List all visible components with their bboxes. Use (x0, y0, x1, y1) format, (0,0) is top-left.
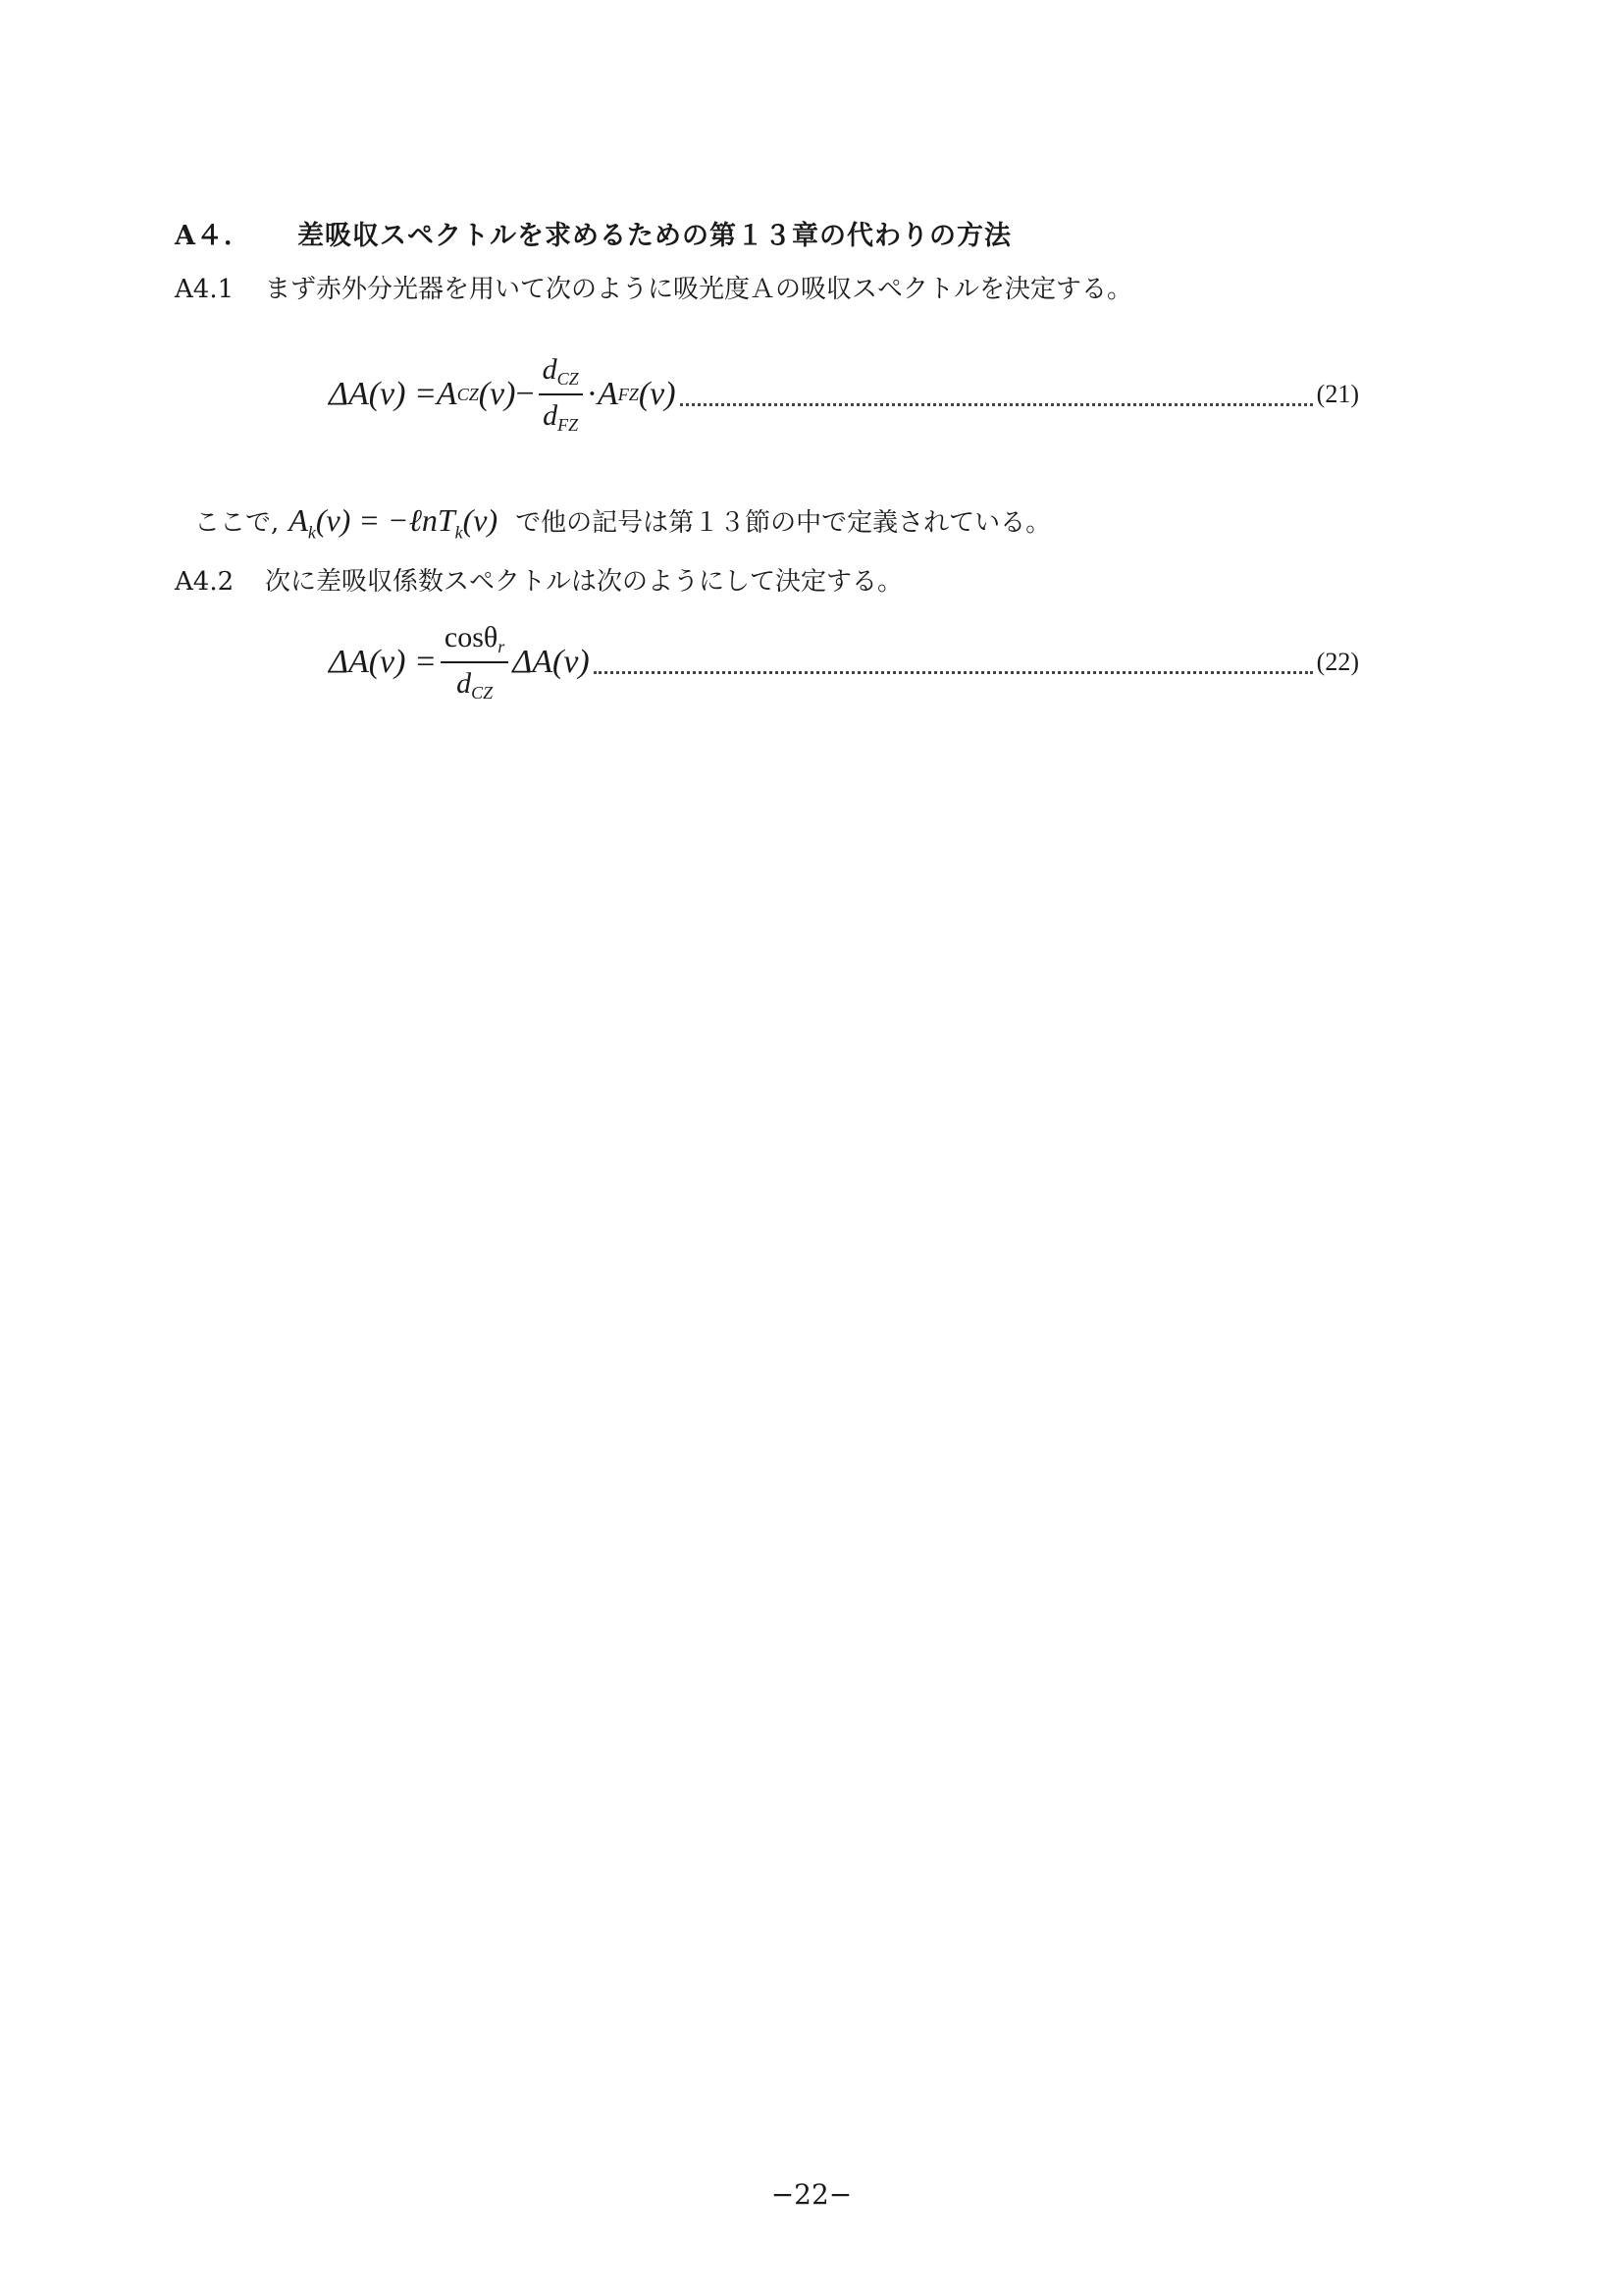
eq21-num-var: d (542, 353, 557, 386)
eq21-dot-leader (680, 403, 1313, 406)
paragraph-text: 次に差吸収係数スペクトルは次のようにして決定する。 (265, 567, 904, 597)
eq21-term2-arg: (v) (638, 376, 676, 412)
eq22-den-var: d (456, 667, 472, 700)
eq22-num: cosθ (444, 621, 498, 653)
eq21-term2-sub: FZ (617, 384, 639, 404)
eq21-den-var: d (543, 399, 558, 432)
section-title: 差吸収スペクトルを求めるための第１３章の代わりの方法 (297, 221, 1012, 251)
equation-21 (329, 345, 1359, 444)
def-math-sub2: k (454, 522, 463, 543)
section-number: A４． (175, 221, 251, 251)
def-math-a: A (288, 502, 308, 538)
paragraph-definition (194, 502, 1051, 543)
def-math-rest: (v) = −ℓnT (315, 502, 455, 538)
eq22-fraction-denominator (456, 663, 493, 702)
eq22-fraction-numerator (441, 623, 508, 663)
paragraph-number: A4.2 (175, 567, 235, 597)
eq21-term1-arg: (v) (478, 376, 516, 412)
paragraph-number: A4.1 (175, 275, 235, 304)
eq21-num-sub: CZ (556, 369, 579, 389)
eq21-fraction-numerator (539, 355, 583, 395)
equation-21-body (329, 355, 676, 434)
page-number: −22− (770, 2178, 853, 2211)
equation-22 (329, 613, 1359, 711)
eq21-term2: A (598, 376, 618, 412)
equation-number-22: (22) (1316, 648, 1359, 676)
eq21-minus: − (515, 376, 535, 412)
equation-number-21: (21) (1316, 380, 1359, 408)
def-math-sub: k (307, 522, 316, 543)
eq21-den-sub: FZ (557, 415, 579, 435)
paragraph-a4-2 (175, 561, 903, 598)
eq22-den-sub: CZ (471, 683, 494, 703)
definition-math (288, 502, 498, 543)
eq21-term1-sub: CZ (456, 384, 479, 404)
eq21-dot: · (586, 376, 599, 412)
eq21-fraction (539, 355, 583, 434)
paragraph-text: まず赤外分光器を用いて次のように吸光度Ａの吸収スペクトルを決定する。 (265, 275, 1133, 304)
def-math-end: (v) (462, 502, 498, 538)
eq22-num-sub: r (497, 637, 505, 656)
eq22-rhs: ΔA(v) (512, 644, 590, 680)
eq21-lhs: ΔA(v) = (329, 376, 437, 412)
eq22-dot-leader (594, 671, 1313, 674)
paragraph-a4-1 (175, 269, 1132, 305)
eq22-fraction (441, 623, 508, 702)
eq22-lhs: ΔA(v) = (329, 644, 437, 680)
definition-suffix: で他の記号は第１３節の中で定義されている。 (515, 508, 1052, 538)
eq21-term1: A (436, 376, 457, 412)
equation-22-body (329, 623, 590, 702)
definition-prefix: ここで, (194, 508, 280, 538)
section-heading (175, 214, 1012, 252)
eq21-fraction-denominator (543, 395, 578, 434)
